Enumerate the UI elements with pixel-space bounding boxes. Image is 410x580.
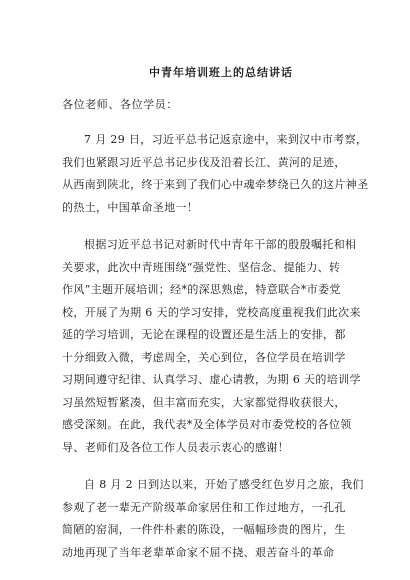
text-line: 十分细致入微，考虑周全，关心到位，各位学员在培训学: [62, 350, 346, 364]
text-line: 自 8 月 2 日到达以来，开始了感受红色岁月之旅，我们: [84, 478, 364, 491]
text-line: 的热土，中国革命圣地一！: [62, 200, 199, 214]
salutation: 各位老师、各位学员：: [62, 98, 178, 111]
text-line: 参观了老一辈无产阶级革命家居住和工作过地方，一孔孔: [62, 500, 346, 514]
paragraph-3: [62, 474, 380, 564]
text-line: 延的学习培训，无论在课程的设置还是生活上的安排，都: [62, 328, 346, 341]
text-line: 7 月 29 日，习近平总书记返京途中，来到汉中市考察，: [84, 133, 368, 146]
text-line: 简陋的窑洞，一件件朴素的陈设，一幅幅珍贵的图片，生: [62, 523, 346, 536]
text-line: 根据习近平总书记对新时代中青年干部的殷殷嘱托和相: [84, 238, 357, 251]
text-line: 校，开展了为期 6 天的学习安排，党校高度重视我们此次来: [62, 305, 361, 319]
text-line: 我们也紧跟习近平总书记步伐及沿着长江、黄河的足迹，: [62, 155, 346, 169]
text-line: 感受深刻。在此，我代表*及全体学员对市委党校的各位领: [62, 418, 352, 431]
text-line: 习期间遵守纪律、认真学习、虚心请教，为期 6 天的培训学: [62, 373, 361, 386]
text-line: 作风”主题开展培训；经*的深思熟虑，特意联合*市委党: [62, 283, 341, 296]
text-line: 关要求，此次中青班围绕“强党性、坚信念、提能力、转: [62, 260, 341, 274]
text-line: 习虽然短暂紧凑，但丰富而充实，大家都觉得收获很大，: [62, 395, 346, 409]
text-line: 从西南到陕北，终于来到了我们心中魂牵梦绕已久的这片神圣: [62, 178, 369, 191]
paragraph-1: [62, 129, 380, 219]
text-line: 动地再现了当年老辈革命家不屈不挠、艰苦奋斗的革命: [62, 545, 335, 559]
document-title: 中青年培训班上的总结讲话: [149, 66, 293, 79]
text-line: 导、老师们及各位工作人员表示衷心的感谢！: [62, 440, 289, 454]
paragraph-2: [62, 234, 380, 459]
